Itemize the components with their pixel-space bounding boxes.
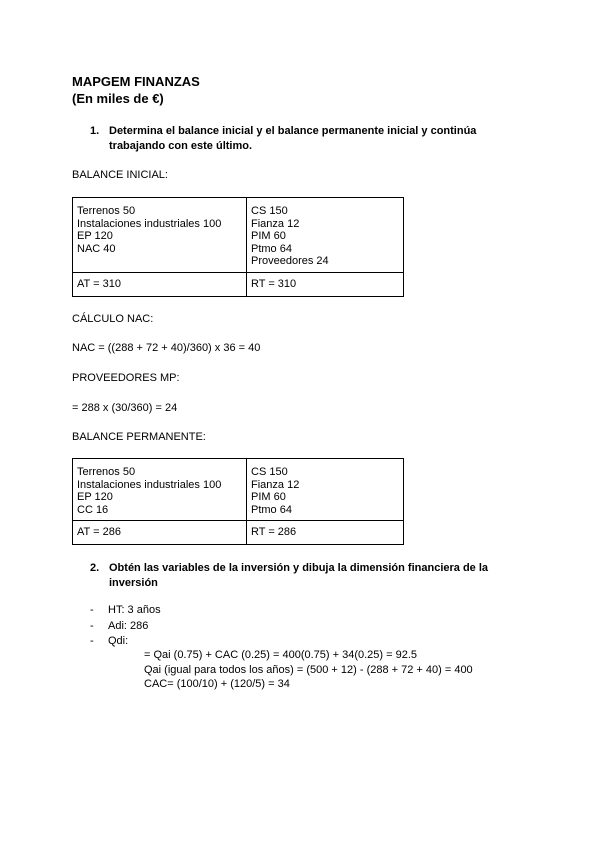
list-item xyxy=(90,603,161,619)
total-activo: AT = 286 xyxy=(73,521,247,545)
balance-inicial-table xyxy=(72,197,404,297)
pasivo-cell xyxy=(247,459,404,521)
total-activo: AT = 310 xyxy=(73,273,247,297)
pasivo-item: PIM 60 xyxy=(251,230,286,242)
activo-item: Terrenos 50 xyxy=(77,205,136,217)
proveedores-formula: = 288 x (30/360) = 24 xyxy=(72,402,178,414)
document-title xyxy=(72,73,200,107)
total-pasivo: RT = 286 xyxy=(247,521,404,545)
activo-cell xyxy=(73,198,247,273)
list-item-text: HT: 3 años xyxy=(108,604,161,616)
calculo-nac-formula: NAC = ((288 + 72 + 40)/360) x 36 = 40 xyxy=(72,342,261,354)
question-1 xyxy=(90,124,510,154)
pasivo-item: Ptmo 64 xyxy=(251,503,292,516)
activo-item: NAC 40 xyxy=(77,242,116,255)
calculo-nac-heading: CÁLCULO NAC: xyxy=(72,313,154,325)
balance-inicial-heading: BALANCE INICIAL: xyxy=(72,169,168,181)
activo-item: Terrenos 50 xyxy=(77,466,136,478)
question-number: 1. xyxy=(90,125,100,137)
list-dash: - xyxy=(90,604,94,616)
pasivo-item: Ptmo 64 xyxy=(251,242,292,255)
question-text: Determina el balance inicial y el balance permanente inicial y continúa trabajando con este último. xyxy=(109,125,477,152)
formula-line: = Qai (0.75) + CAC (0.25) = 400(0.75) + 34(0.25) = 92.5 xyxy=(144,649,418,661)
formula-line: CAC= (100/10) + (120/5) = 34 xyxy=(144,678,290,690)
pasivo-item: Fianza 12 xyxy=(251,217,300,230)
activo-item: EP 120 xyxy=(77,230,113,242)
pasivo-item: Fianza 12 xyxy=(251,478,300,491)
pasivo-item: CS 150 xyxy=(251,205,288,217)
activo-item: CC 16 xyxy=(77,503,109,516)
question-text: Obtén las variables de la inversión y dibuja la dimensión financiera de la inversión xyxy=(109,562,489,589)
list-item-text: Qdi: xyxy=(108,635,129,647)
pasivo-item: CS 150 xyxy=(251,466,288,478)
list-item xyxy=(90,619,161,635)
balance-permanente-heading: BALANCE PERMANENTE: xyxy=(72,431,206,443)
activo-cell xyxy=(73,459,247,521)
activo-item: Instalaciones industriales 100 xyxy=(77,217,222,230)
pasivo-item: PIM 60 xyxy=(251,491,286,503)
list-item-text: Adi: 286 xyxy=(108,619,149,632)
question-2 xyxy=(90,561,510,591)
formula-line: Qai (igual para todos los años) = (500 + 12) - (288 + 72 + 40) = 400 xyxy=(144,663,473,676)
activo-item: EP 120 xyxy=(77,491,113,503)
title-text: MAPGEM FINANZAS xyxy=(72,74,200,89)
list-dash: - xyxy=(90,619,94,632)
total-pasivo: RT = 310 xyxy=(247,273,404,297)
proveedores-heading: PROVEEDORES MP: xyxy=(72,372,180,384)
pasivo-cell xyxy=(247,198,404,273)
variables-list xyxy=(90,603,161,650)
question-number: 2. xyxy=(90,562,100,574)
activo-item: Instalaciones industriales 100 xyxy=(77,478,222,491)
pasivo-item: Proveedores 24 xyxy=(251,255,329,267)
qdi-formulas xyxy=(144,648,473,692)
balance-permanente-table xyxy=(72,458,404,545)
subtitle-text: (En miles de €) xyxy=(72,91,164,106)
list-dash: - xyxy=(90,635,94,647)
